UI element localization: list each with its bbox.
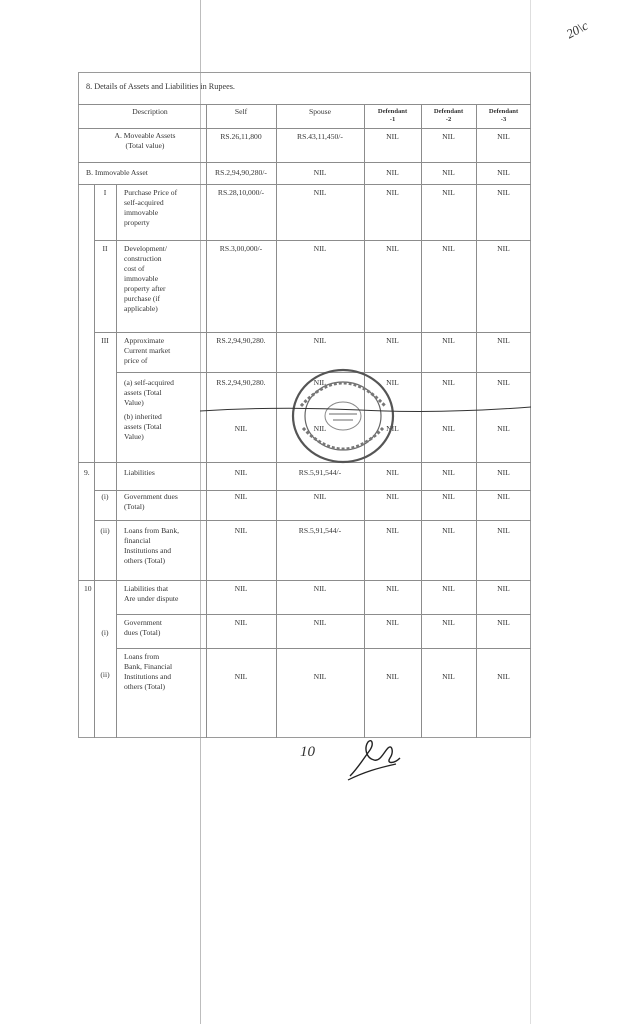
row-label: Development/ construction cost of immovable property after purchase (if applicable): [124, 244, 168, 313]
cell-d1: NIL: [386, 168, 399, 177]
col-header-self: Self: [234, 107, 248, 116]
cell-d3: NIL: [497, 424, 510, 433]
table-rule-v: [116, 184, 117, 738]
cell-d3: NIL: [497, 378, 510, 387]
cell-d1: NIL: [386, 244, 399, 253]
row-label: Liabilities: [124, 468, 155, 477]
cell-spouse: NIL: [313, 244, 327, 253]
cell-spouse: NIL: [313, 424, 327, 433]
cell-self: RS.2,94,90,280.: [216, 378, 266, 387]
cell-d1: NIL: [386, 492, 399, 501]
cell-spouse: NIL: [313, 188, 327, 197]
row-number: (i): [101, 628, 109, 637]
col-header-defendant-2: Defendant -2: [433, 108, 464, 123]
cell-d3: NIL: [497, 618, 510, 627]
cell-d1: NIL: [386, 468, 399, 477]
cell-d2: NIL: [442, 468, 455, 477]
cell-self: RS.28,10,000/-: [217, 188, 265, 197]
page-number: 10: [300, 744, 315, 760]
cell-d2: NIL: [442, 336, 455, 345]
row-number: II: [102, 244, 108, 253]
cell-d3: NIL: [497, 132, 510, 141]
cell-spouse: NIL: [313, 584, 327, 593]
cell-d1: NIL: [386, 618, 399, 627]
cell-d2: NIL: [442, 492, 455, 501]
cell-d2: NIL: [442, 672, 455, 681]
cell-d1: NIL: [386, 526, 399, 535]
cell-d3: NIL: [497, 672, 510, 681]
cell-d2: NIL: [442, 244, 455, 253]
row-number: I: [103, 188, 107, 197]
table-rule-v: [476, 104, 477, 738]
cell-d3: NIL: [497, 336, 510, 345]
table-rule-v: [206, 104, 207, 738]
row-label: (b) inherited assets (Total Value): [124, 412, 162, 441]
cell-d2: NIL: [442, 188, 455, 197]
row-number: (ii): [100, 526, 110, 535]
row-number: III: [101, 336, 109, 345]
cell-self: RS.2,94,90,280.: [216, 336, 266, 345]
table-rule: [94, 332, 531, 333]
row-number: (i): [101, 492, 109, 501]
corner-note: 20\c: [563, 17, 591, 42]
cell-d3: NIL: [497, 468, 510, 477]
table-rule: [94, 520, 531, 521]
table-rule: [78, 580, 531, 581]
table-rule: [78, 162, 531, 163]
row-label: B. Immovable Asset: [86, 168, 148, 177]
table-rule: [94, 240, 531, 241]
col-header-defendant-1: Defendant -1: [377, 108, 408, 123]
cell-d3: NIL: [497, 584, 510, 593]
table-rule: [116, 614, 531, 615]
cell-spouse: NIL: [313, 378, 327, 387]
col-header-spouse: Spouse: [309, 107, 331, 116]
cell-d2: NIL: [442, 618, 455, 627]
cell-d2: NIL: [442, 132, 455, 141]
row-label: Loans from Bank, Financial Institutions and others (Total): [124, 652, 173, 691]
cell-self: NIL: [234, 424, 248, 433]
cell-d2: NIL: [442, 378, 455, 387]
cell-d1: NIL: [386, 672, 399, 681]
cell-d1: NIL: [386, 378, 399, 387]
cell-self: NIL: [234, 526, 248, 535]
cell-d3: NIL: [497, 492, 510, 501]
cell-d1: NIL: [386, 424, 399, 433]
table-rule: [94, 490, 531, 491]
row-number: 9.: [84, 468, 90, 477]
cell-spouse: NIL: [313, 168, 327, 177]
row-number: 10: [84, 584, 92, 593]
table-rule: [78, 104, 531, 105]
row-label: A. Moveable Assets (Total value): [114, 131, 176, 150]
table-rule-v: [94, 184, 95, 738]
cell-self: NIL: [234, 618, 248, 627]
cell-d1: NIL: [386, 584, 399, 593]
cell-d3: NIL: [497, 168, 510, 177]
cell-spouse: NIL: [313, 336, 327, 345]
cell-d2: NIL: [442, 168, 455, 177]
cell-self: NIL: [234, 468, 248, 477]
col-header-description: Description: [132, 107, 168, 116]
row-label: Approximate Current market price of: [124, 336, 171, 365]
section-heading: 8. Details of Assets and Liabilities in Rupees.: [86, 82, 235, 91]
cell-d1: NIL: [386, 132, 399, 141]
cell-spouse: RS.5,91,544/-: [298, 526, 342, 535]
cell-d1: NIL: [386, 336, 399, 345]
col-header-defendant-3: Defendant -3: [488, 108, 519, 123]
cell-d2: NIL: [442, 526, 455, 535]
row-label: (a) self-acquired assets (Total Value): [124, 378, 174, 407]
row-label: Government dues (Total): [124, 618, 162, 637]
cell-spouse: RS.43,11,450/-: [297, 132, 343, 141]
signature: [344, 728, 404, 783]
cell-d1: NIL: [386, 188, 399, 197]
cell-spouse: NIL: [313, 492, 327, 501]
row-label: Loans from Bank, financial Institutions and others (Total): [124, 526, 180, 565]
cell-d3: NIL: [497, 188, 510, 197]
cell-self: RS.3,00,000/-: [219, 244, 263, 253]
table-rule-v: [421, 104, 422, 738]
cell-d3: NIL: [497, 526, 510, 535]
cell-self: RS.26,11,800: [220, 132, 262, 141]
cell-d2: NIL: [442, 584, 455, 593]
table-rule: [116, 648, 531, 649]
row-label: Government dues (Total): [124, 492, 178, 511]
row-number: (ii): [100, 670, 110, 679]
cell-self: NIL: [234, 584, 248, 593]
cell-self: RS.2,94,90,280/-: [215, 168, 267, 177]
notary-seal: [289, 366, 397, 466]
ink-mark-line: [200, 404, 531, 414]
cell-spouse: NIL: [313, 672, 327, 681]
cell-self: NIL: [234, 492, 248, 501]
table-rule-v: [276, 104, 277, 738]
row-label: Purchase Price of self-acquired immovable property: [124, 188, 178, 227]
cell-spouse: RS.5,91,544/-: [298, 468, 342, 477]
cell-d3: NIL: [497, 244, 510, 253]
row-label: Liabilities that Are under dispute: [124, 584, 179, 603]
table-rule: [78, 184, 531, 185]
cell-self: NIL: [234, 672, 248, 681]
cell-d2: NIL: [442, 424, 455, 433]
table-rule: [78, 128, 531, 129]
cell-spouse: NIL: [313, 618, 327, 627]
